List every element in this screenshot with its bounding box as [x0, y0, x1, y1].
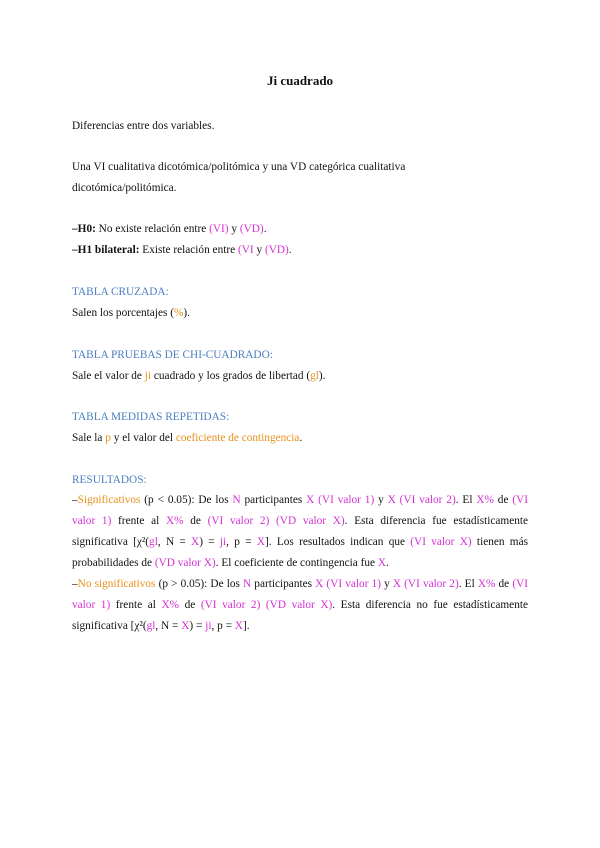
sig-xp2: X% — [165, 515, 184, 527]
tabla-medidas-mid: y el valor del — [110, 432, 176, 444]
sig-vi1: (VI valor 1) — [72, 494, 529, 527]
tabla-chi-post: ). — [318, 370, 326, 382]
tabla-medidas-text — [72, 431, 302, 445]
sig-t13: tienen más probabilidades de — [72, 536, 529, 569]
tabla-cruzada-heading: TABLA CRUZADA: — [72, 286, 169, 298]
resultados-significativos — [72, 490, 528, 574]
resultados-heading: RESULTADOS: — [72, 474, 147, 486]
h0-text: No existe relación entre — [95, 223, 210, 235]
nosig-ji: ji — [205, 620, 212, 632]
percent-symbol: % — [173, 307, 184, 319]
tabla-chi-heading: TABLA PRUEBAS DE CHI-CUADRADO: — [72, 349, 273, 361]
nosig-x2: X (VI valor 2) — [392, 578, 459, 590]
nosig-t9: , N = — [155, 620, 182, 632]
sig-dash: – — [72, 494, 78, 506]
h1-vd: (VD) — [264, 244, 289, 256]
nosig-t7: de — [179, 599, 201, 611]
h1-dash: – — [72, 244, 78, 256]
sig-cx: X — [377, 557, 387, 569]
h1-hypothesis — [72, 243, 292, 257]
sig-t3: y — [374, 494, 388, 506]
nosig-label: No significativos — [77, 578, 156, 590]
tabla-chi-pre: Sale el valor de — [72, 370, 145, 382]
tabla-chi-text — [72, 369, 326, 383]
sig-t11: , p = — [226, 536, 257, 548]
sig-t14: . El coeficiente de contingencia fue — [215, 557, 378, 569]
tabla-medidas-post: . — [299, 432, 303, 444]
tabla-cruzada-pre: Salen los porcentajes ( — [72, 307, 174, 319]
sig-vdx: (VD valor X) — [154, 557, 216, 569]
nosig-dash: – — [72, 578, 78, 590]
nosig-t4: . El — [458, 578, 478, 590]
sig-t6: frente al — [111, 515, 166, 527]
nosig-nx: X — [181, 620, 190, 632]
coeficiente-term: coeficiente de contingencia — [175, 432, 300, 444]
nosig-px: X — [234, 620, 243, 632]
sig-t10: ) = — [199, 536, 220, 548]
description-line-1: Una VI cualitativa dicotómica/politómica y una VD categórica cualitativa — [72, 161, 406, 173]
nosig-gl: gl — [146, 620, 156, 632]
p-term: p — [105, 432, 111, 444]
nosig-t10: ) = — [189, 620, 206, 632]
sig-nx: X — [191, 536, 200, 548]
tabla-cruzada-post: ). — [183, 307, 190, 319]
sig-t1: (p < 0.05): De los — [140, 494, 233, 506]
sig-t12: ]. Los resultados indican que — [265, 536, 411, 548]
nosig-xp2: X% — [161, 599, 180, 611]
sig-t2: participantes — [240, 494, 307, 506]
sig-t7: de — [183, 515, 208, 527]
nosig-t5: de — [495, 578, 513, 590]
sig-x2: X (VI valor 2) — [387, 494, 456, 506]
h0-label: H0: — [77, 223, 96, 235]
h1-y: y — [253, 244, 265, 256]
sig-label: Significativos — [77, 494, 141, 506]
page-title: Ji cuadrado — [266, 73, 334, 88]
nosig-t8: . Esta diferencia no fue estadísticamente significativa [χ²( — [72, 599, 528, 632]
tabla-cruzada-text — [72, 306, 190, 320]
description-line-2: dicotómica/politómica. — [72, 182, 177, 194]
intro-text: Diferencias entre dos variables. — [72, 120, 215, 132]
nosig-t11: , p = — [211, 620, 235, 632]
ji-term: ji — [144, 370, 152, 382]
h1-vi: (VI — [237, 244, 254, 256]
sig-vi2: (VI valor 2) (VD valor X) — [207, 515, 345, 527]
sig-x1: X (VI valor 1) — [306, 494, 375, 506]
sig-t8: . Esta diferencia fue estadísticamente significativa [χ²( — [72, 515, 529, 548]
nosig-t2: participantes — [251, 578, 316, 590]
resultados-no-significativos — [72, 574, 528, 637]
nosig-x1: X (VI valor 1) — [315, 578, 381, 590]
h0-dash: – — [72, 223, 78, 235]
nosig-n: N — [243, 578, 252, 590]
tabla-medidas-pre: Sale la — [72, 432, 106, 444]
h0-hypothesis — [72, 222, 267, 236]
nosig-t6: frente al — [110, 599, 162, 611]
tabla-chi-mid: cuadrado y los grados de libertad ( — [151, 370, 311, 382]
nosig-t1: (p > 0.05): De los — [155, 578, 244, 590]
nosig-xp1: X% — [477, 578, 496, 590]
nosig-t3: y — [380, 578, 393, 590]
sig-t4: . El — [455, 494, 477, 506]
h0-y: y — [228, 223, 240, 235]
nosig-t12: ]. — [242, 620, 250, 632]
h1-text: Existe relación entre — [139, 244, 238, 256]
tabla-medidas-heading: TABLA MEDIDAS REPETIDAS: — [72, 411, 230, 423]
sig-n: N — [232, 494, 241, 506]
gl-term: gl — [310, 370, 319, 382]
sig-t9: , N = — [157, 536, 192, 548]
h1-end: . — [288, 244, 292, 256]
sig-t15: . — [386, 557, 389, 569]
sig-px: X — [256, 536, 266, 548]
nosig-vi2: (VI valor 2) (VD valor X) — [200, 599, 333, 611]
h0-vi: (VI) — [209, 223, 229, 235]
h1-label: H1 bilateral: — [77, 244, 140, 256]
sig-xp1: X% — [476, 494, 494, 506]
h0-end: . — [263, 223, 267, 235]
sig-t5: de — [493, 494, 513, 506]
nosig-vi1: (VI valor 1) — [72, 578, 529, 611]
sig-gl: gl — [149, 536, 158, 548]
h0-vd: (VD) — [239, 223, 264, 235]
sig-ji: ji — [219, 536, 227, 548]
sig-vix: (VI valor X) — [410, 536, 472, 548]
